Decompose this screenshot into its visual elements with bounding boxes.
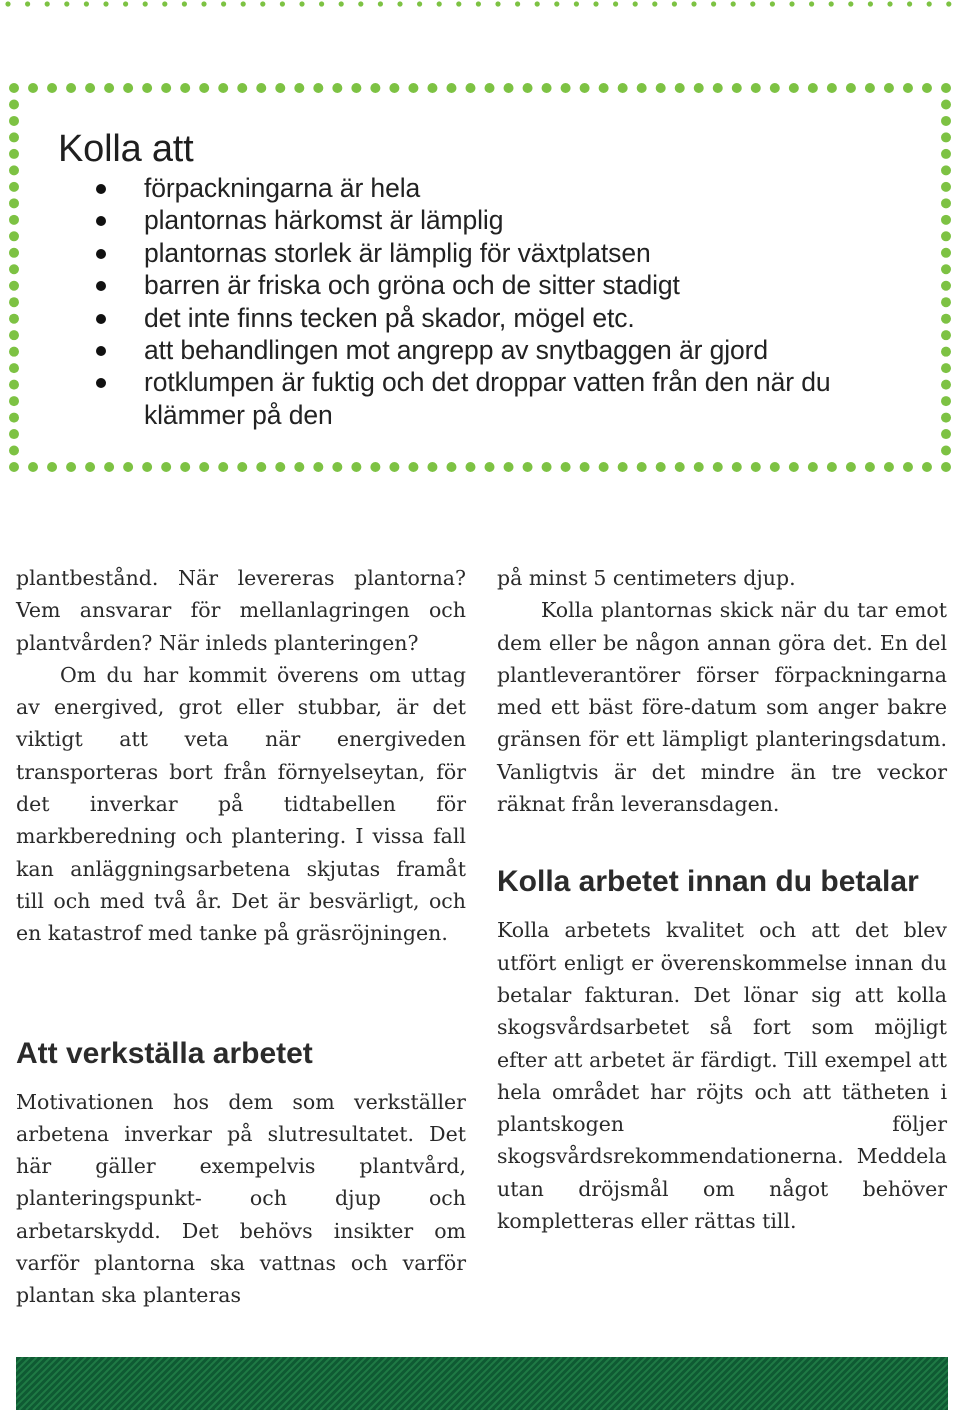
bullet-icon	[96, 249, 106, 259]
section-heading-kolla-arbetet: Kolla arbetet innan du betalar	[497, 865, 919, 899]
left-paragraph-3: Motivationen hos dem som verkställer arbetena inverkar på slutresultatet. Det här gäller exempelvis plantvård, planteringspunkt- och djup och arbetarskydd. Det behövs insikter om varför plantorna ska vattnas och varför plantan ska planteras	[16, 1089, 466, 1308]
left-paragraph-1: plantbestånd. När levereras plantorna? Vem ansvarar för mellanlagringen och plantvården? När inleds planteringen?	[16, 566, 466, 655]
footer-stripe-band	[16, 1357, 948, 1410]
bullet-icon	[96, 216, 106, 226]
right-paragraph-1: på minst 5 centimeters djup.	[497, 566, 796, 590]
checklist-item: det inte finns tecken på skador, mögel etc.	[84, 302, 914, 334]
right-paragraph-3: Kolla arbetets kvalitet och att det blev utfört enligt er överenskommelse innan du betalar fakturan. Det lönar sig att kolla skogsvårdsarbetet så fort som möjligt efter att arbetet är färdigt. Till exempel att hela området har röjts och att tätheten i plantskogen följer skogsvårdsrekommendationerna. Meddela utan dröjsmål om något behöver kompletteras eller rättas till.	[497, 918, 947, 1234]
right-column	[497, 562, 947, 1237]
checklist-item: att behandlingen mot angrepp av snytbaggen är gjord	[84, 334, 914, 366]
checklist-title: Kolla att	[58, 128, 194, 170]
left-paragraph-2: Om du har kommit överens om uttag av energived, grot eller stubbar, är det viktigt att veta när energiveden transporteras bort från förnyelseytan, för det inverkar på tidtabellen för markberedning och plantering. I vissa fall kan anläggningsarbetena skjutas framåt till och med två år. Det är besvärligt, och en katastrof med tanke på gräsröjningen.	[16, 662, 466, 946]
bullet-icon	[96, 314, 106, 324]
section-heading-verkstalla: Att verkställa arbetet	[16, 1036, 313, 1070]
bullet-icon	[96, 281, 106, 291]
checklist-item: barren är friska och gröna och de sitter stadigt	[84, 269, 914, 301]
bullet-icon	[96, 378, 106, 388]
checklist-item: rotklumpen är fuktig och det droppar vatten från den när du klämmer på den	[84, 366, 914, 431]
checklist	[84, 172, 914, 431]
right-paragraph-2: Kolla plantornas skick när du tar emot dem eller be någon annan göra det. En del plantleverantörer förser förpackningarna med ett bäst före-datum som anger bakre gränsen för ett lämpligt planteringsdatum. Vanligtvis är det mindre än tre veckor räknat från leveransdagen.	[497, 598, 947, 817]
left-column	[16, 562, 466, 1312]
checklist-item: förpackningarna är hela	[84, 172, 914, 204]
checklist-item: plantornas härkomst är lämplig	[84, 204, 914, 236]
bullet-icon	[96, 184, 106, 194]
checklist-item: plantornas storlek är lämplig för växtplatsen	[84, 237, 914, 269]
bullet-icon	[96, 346, 106, 356]
